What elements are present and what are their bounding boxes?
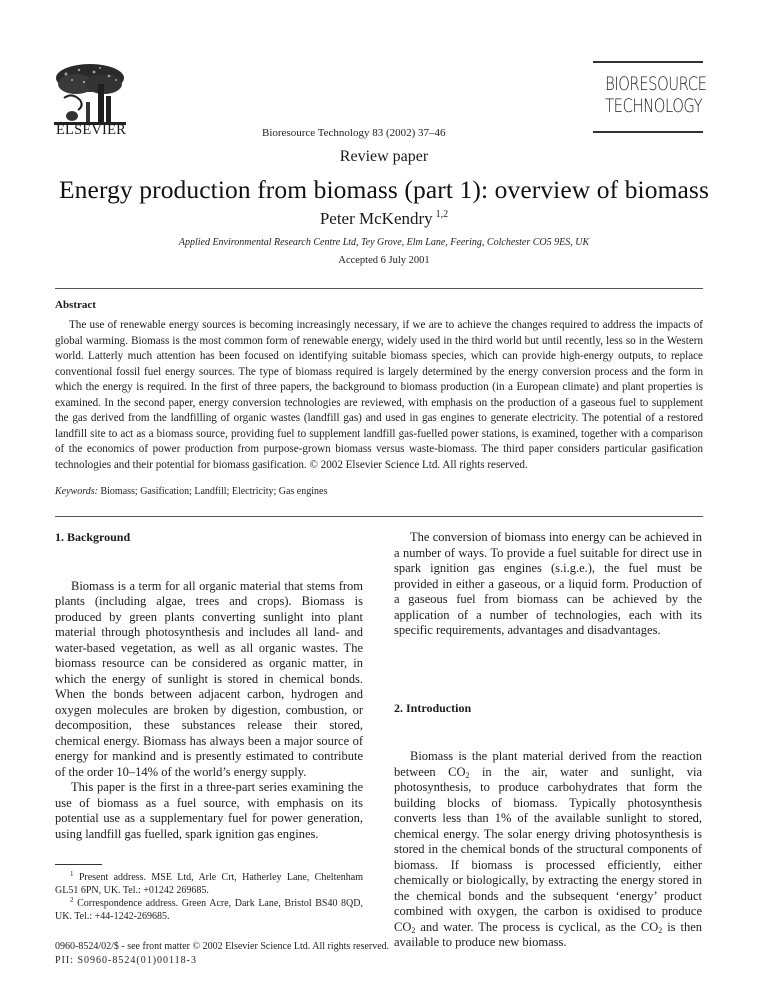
tree-icon bbox=[54, 62, 126, 126]
accepted-date: Accepted 6 July 2001 bbox=[338, 255, 430, 266]
author-affiliation-marks[interactable]: 1,2 bbox=[435, 209, 449, 220]
footnote-mark: 1 bbox=[70, 870, 74, 878]
footnote-text: Correspondence address. Green Acre, Dark Lane, Bristol BS40 8QD, UK. Tel.: +44-1242-269685. bbox=[55, 898, 363, 922]
background-paragraph-1: Biomass is a term for all organic material that stems from plants (including algae, trees and crops). Biomass is produced by green plants converting sunlight into plant material through photosynthesis and includes all land- and water-based vegetation, as well as all organic wastes. The biomass resource can be considered as organic matter, in which the energy of sunlight is stored in chemical bonds. When the bonds between adjacent carbon, hydrogen and oxygen molecules are broken by digestion, combustion, or decomposition, these substances release their stored, chemical energy. Biomass has always been a major source of energy for mankind and is presently estimated to contribute of the order 10–14% of the world’s energy supply. bbox=[55, 578, 363, 779]
divider-bottom bbox=[55, 516, 703, 517]
background-paragraph-2: This paper is the first in a three-part series examining the use of biomass as a fuel source, with emphasis on its potential use as a supplementary fuel for power generation, using landfill gas fuelled, spark ignition gas engines. bbox=[55, 780, 363, 841]
journal-logo bbox=[593, 60, 707, 134]
issn-copyright-line: 0960-8524/02/$ - see front matter © 2002 Elsevier Science Ltd. All rights reserved. bbox=[55, 941, 390, 952]
column-right bbox=[394, 530, 702, 951]
column-left bbox=[55, 530, 363, 842]
abstract-text: The use of renewable energy sources is becoming increasingly necessary, if we are to achieve the changes required to address the impacts of global warming. Biomass is the most common form of renewable energy, widely used in the third world but until recently, less so in the Western world. Latterly much attention has been focused on identifying suitable biomass species, which can provide high-energy outputs, to replace conventional fossil fuel energy sources. The type of biomass required is largely determined by the energy conversion process and the form in which the energy is required. In the first of three papers, the background to biomass production (in a European climate) and plant properties is examined. In the second paper, energy conversion technologies are reviewed, with emphasis on the production of a gaseous fuel to supplement the gas derived from the landfilling of organic wastes (landfill gas) and used in gas engines to generate electricity. The potential of a restored landfill site to act as a biomass source, providing fuel to supplement landfill gas-fuelled power stations, is examined, together with a comparison of the economics of power production from purpose-grown biomass versus waste-biomass. The third paper considers particular gasification technologies and their potential for biomass gasification. © 2002 Elsevier Science Ltd. All rights reserved. bbox=[55, 319, 703, 471]
co2-subscript: 2 bbox=[658, 925, 663, 935]
footnote-mark: 2 bbox=[70, 896, 74, 904]
journal-reference: Bioresource Technology 83 (2002) 37–46 bbox=[262, 127, 446, 139]
journal-logo-line1: BIORESOURCE bbox=[605, 73, 707, 95]
footnote-2 bbox=[55, 894, 363, 923]
intro-text-c: and water. The process is cyclical, as the CO bbox=[415, 919, 659, 934]
pii-line: PII: S0960-8524(01)00118-3 bbox=[55, 955, 198, 966]
section-heading-background: 1. Background bbox=[55, 530, 131, 544]
footnote-rule bbox=[55, 864, 102, 865]
elsevier-tree-logo bbox=[54, 62, 126, 126]
paper-type: Review paper bbox=[339, 148, 429, 165]
author-name: Peter McKendry bbox=[319, 209, 433, 228]
footnote-text: Present address. MSE Ltd, Arle Crt, Hatherley Lane, Cheltenham GL51 6PN, UK. Tel.: +01242 269685. bbox=[55, 872, 363, 896]
publisher-name: ELSEVIER bbox=[55, 122, 127, 138]
co2-subscript: 2 bbox=[465, 770, 470, 780]
keywords-label: Keywords: bbox=[55, 486, 98, 497]
author-line bbox=[0, 209, 768, 229]
divider-top bbox=[55, 288, 703, 289]
background-paragraph-3: The conversion of biomass into energy can be achieved in a number of ways. To provide a fuel suitable for direct use in spark ignition gas engines (s.i.g.e.), the fuel must be provided in either a gaseous, or a liquid form. Production of a gaseous fuel from biomass can be achieved by the application of a number of technologies, each with its specific requirements, advantages and disadvantages. bbox=[394, 530, 702, 637]
introduction-paragraph-1 bbox=[394, 749, 702, 951]
footnote-1 bbox=[55, 868, 363, 897]
keywords bbox=[55, 486, 327, 497]
co2-subscript: 2 bbox=[411, 925, 416, 935]
section-heading-introduction: 2. Introduction bbox=[394, 700, 472, 715]
affiliation: Applied Environmental Research Centre Ltd, Tey Grove, Elm Lane, Feering, Colchester CO5 9ES, UK bbox=[178, 237, 590, 248]
journal-logo-line2: TECHNOLOGY bbox=[605, 95, 703, 117]
keywords-list: Biomass; Gasification; Landfill; Electricity; Gas engines bbox=[100, 486, 328, 497]
logo-rule-top bbox=[593, 61, 703, 63]
intro-text-a: Biomass is the plant material derived from the reaction between CO bbox=[394, 749, 702, 779]
abstract-heading: Abstract bbox=[55, 299, 96, 311]
intro-text-d: is then available to produce new biomass. bbox=[394, 919, 703, 949]
logo-rule-bottom bbox=[593, 131, 703, 133]
intro-text-b: in the air, water and sunlight, via photosynthesis, to produce carbohydrates that form the building blocks of biomass. Typically photosynthesis converts less than 1% of the available sunlight to stored, chemical energy. The solar energy driving photosynthesis is stored in the chemical bonds of the structural components of biomass. If biomass is processed efficiently, either chemically or biologically, by extracting the energy stored in the chemical bonds and the subsequent ‘energy’ product combined with oxygen, the carbon is oxidised to produce CO bbox=[394, 764, 702, 934]
article-title: Energy production from biomass (part 1): overview of biomass bbox=[59, 175, 709, 204]
